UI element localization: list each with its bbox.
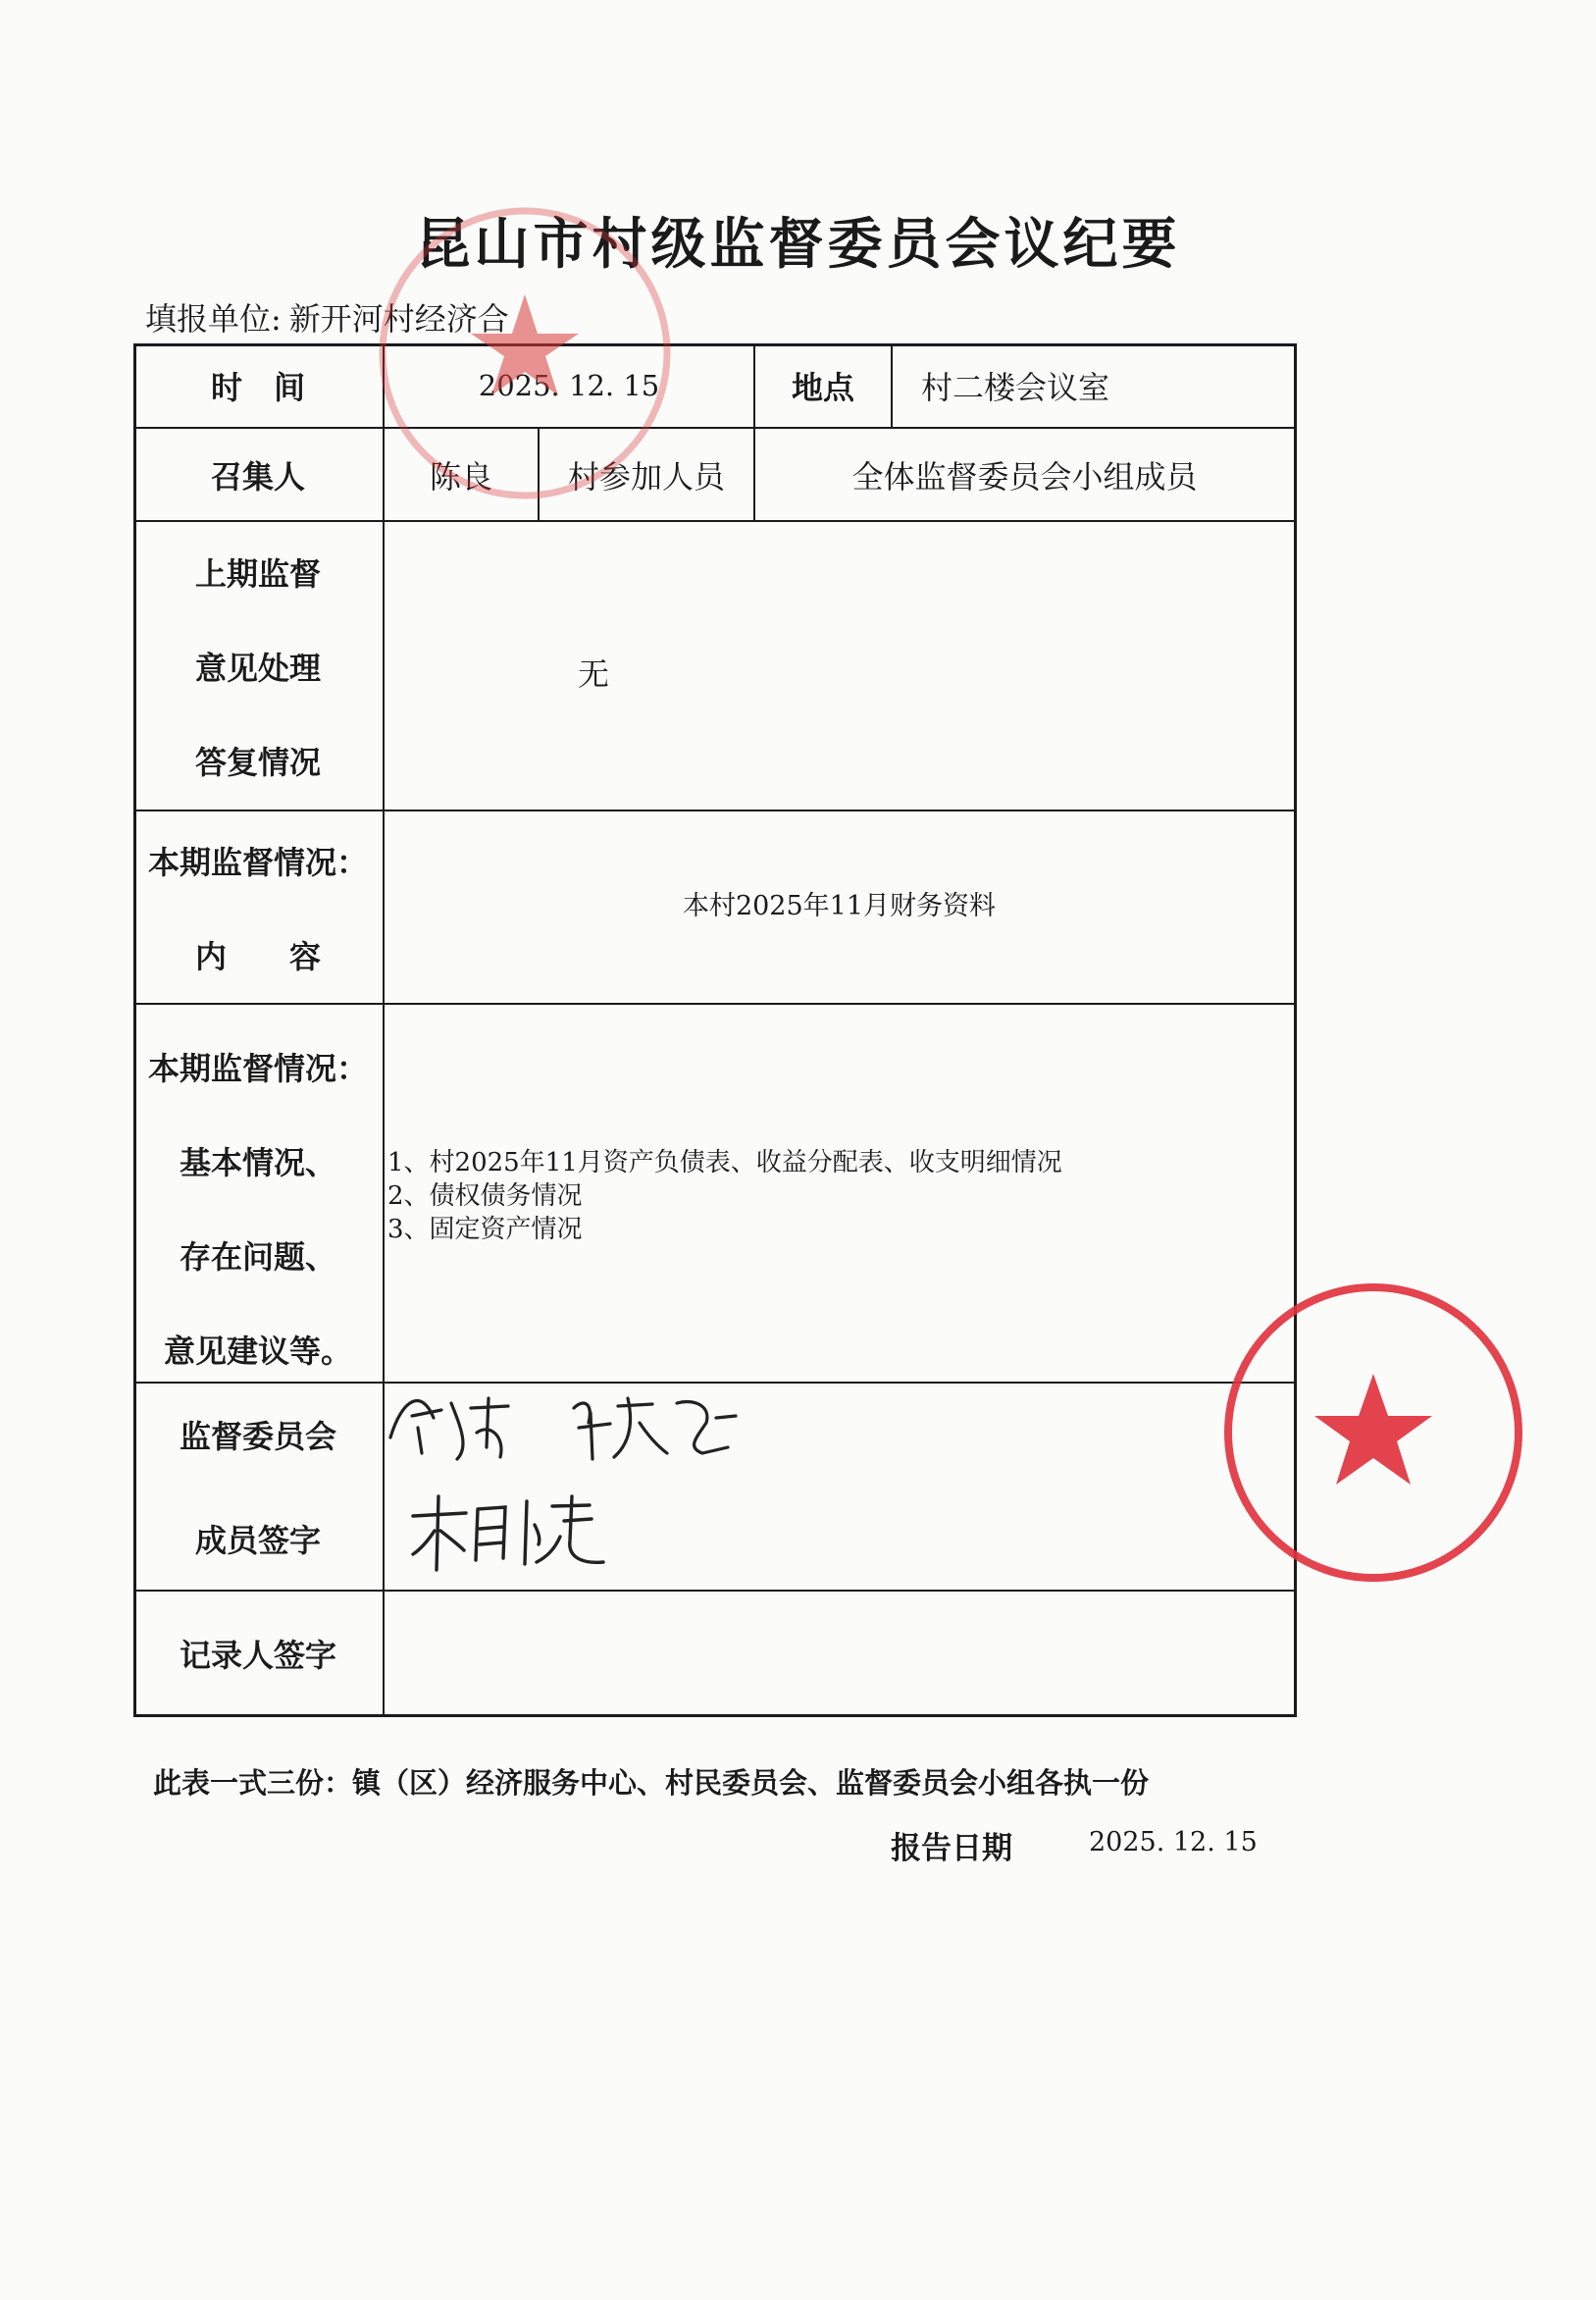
- label-line: 意见建议等。: [163, 1333, 352, 1370]
- table-border-bottom: [133, 1714, 1297, 1717]
- supervision-committee-seal: [1221, 1281, 1525, 1585]
- prev-feedback-label: [133, 522, 383, 810]
- attendees-value: 全体监督委员会小组成员: [851, 457, 1198, 496]
- minutes-table: [133, 343, 1297, 1717]
- label-line: 监督委员会: [179, 1418, 336, 1455]
- label-line: 意见处理: [194, 649, 321, 687]
- label-line: 成员签字: [194, 1522, 321, 1559]
- member-signature-label: [133, 1384, 383, 1590]
- economic-cooperative-seal: [373, 201, 677, 505]
- list-item: 3、固定资产情况: [387, 1215, 583, 1244]
- place-label: 地点: [791, 368, 854, 406]
- content-value: 本村2025年11月财务资料: [682, 890, 997, 921]
- label-line: 基本情况、: [179, 1144, 336, 1181]
- content-label: [133, 811, 383, 1003]
- report-date-label: 报告日期: [891, 1831, 1012, 1866]
- convener-label: 召集人: [210, 457, 305, 496]
- time-value: 2025. 12. 15: [478, 368, 660, 402]
- list-item: 2、债权债务情况: [387, 1181, 583, 1211]
- convener-value: 陈良: [429, 457, 492, 496]
- basic-situation-list: [387, 1146, 1062, 1246]
- filing-unit-value: 新开河村经济合: [288, 300, 509, 338]
- table-line: [383, 343, 385, 1717]
- label-line: 内 容: [194, 937, 321, 975]
- place-value: 村二楼会议室: [920, 368, 1109, 406]
- report-date-value: 2025. 12. 15: [1089, 1827, 1258, 1857]
- basic-situation-label: [133, 1005, 383, 1382]
- list-item: 1、村2025年11月资产负债表、收益分配表、收支明细情况: [387, 1148, 1062, 1177]
- label-line: 答复情况: [194, 743, 321, 781]
- attendees-label: 村参加人员: [567, 457, 725, 496]
- handwritten-signature-1: [383, 1379, 765, 1467]
- recorder-signature-label: 记录人签字: [179, 1636, 336, 1674]
- label-line: 本期监督情况：: [147, 843, 368, 881]
- label-line: 本期监督情况：: [147, 1050, 368, 1087]
- label-line: 上期监督: [194, 554, 321, 593]
- label-line: 存在问题、: [179, 1238, 336, 1276]
- handwritten-signature-2: [407, 1482, 623, 1575]
- copies-note: 此表一式三份：镇（区）经济服务中心、村民委员会、监督委员会小组各执一份: [153, 1766, 1150, 1800]
- document-title: 昆山市村级监督委员会议纪要: [415, 213, 1181, 277]
- time-label: 时 间: [210, 368, 305, 406]
- prev-feedback-value: 无: [577, 655, 609, 693]
- filing-unit-label: 填报单位:: [145, 300, 282, 338]
